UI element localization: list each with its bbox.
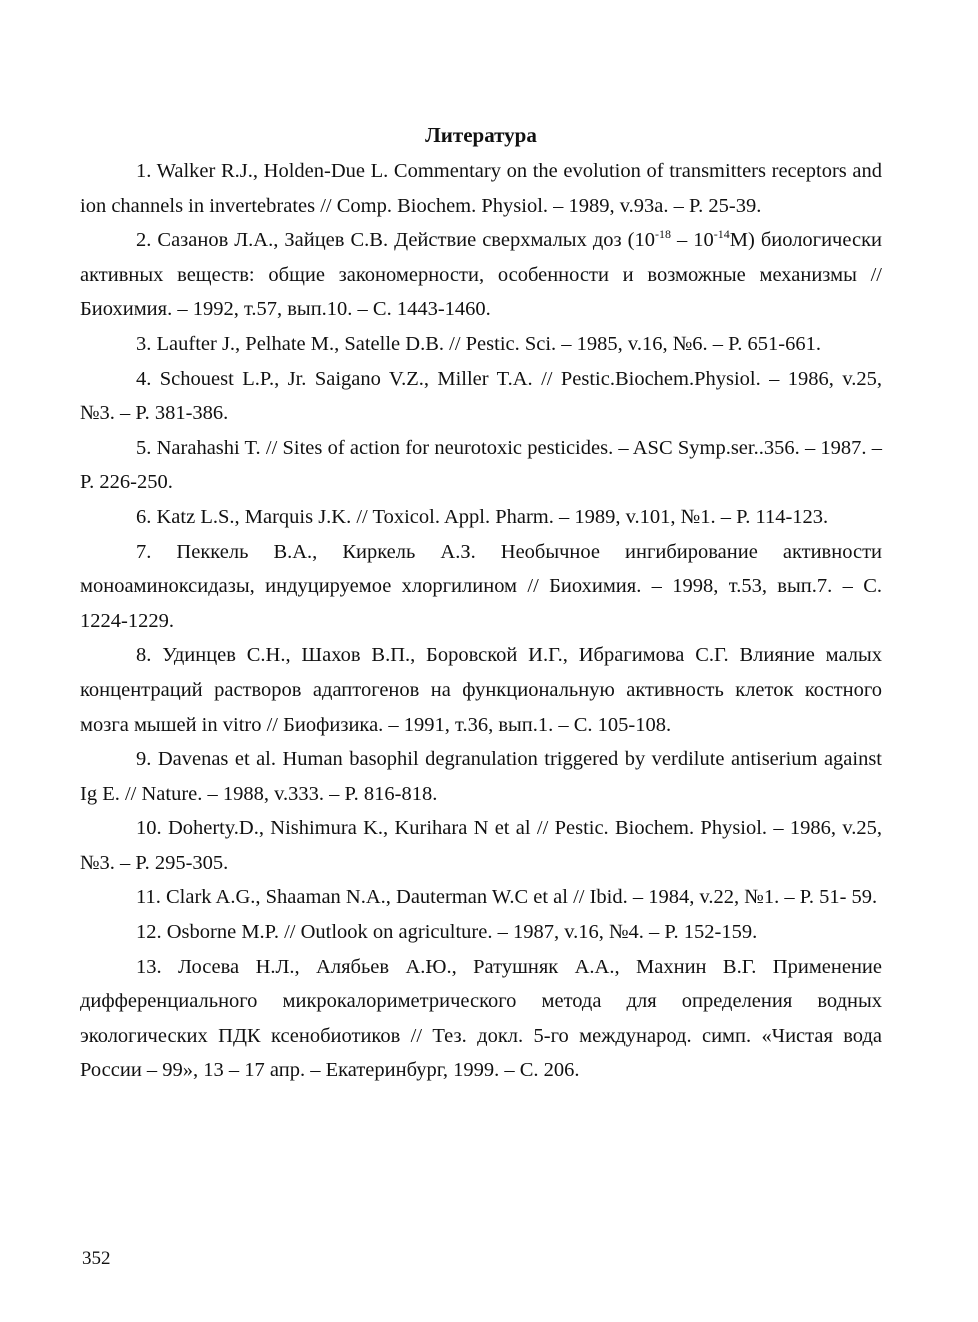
reference-text: Удинцев С.Н., Шахов В.П., Боровской И.Г., Ибрагимова С.Г. Влияние малых концентраций растворов адаптогенов на функциональную активность клеток костного мозга мышей in vitro // Биофизика. – 1991, т.36, вып.1. – С. 105-108. xyxy=(80,644,882,736)
reference-item-8 xyxy=(80,638,882,742)
literature-page xyxy=(80,118,882,1088)
reference-item-3 xyxy=(80,327,882,362)
reference-item-12 xyxy=(80,915,882,950)
reference-number: 10. xyxy=(136,817,162,840)
reference-number: 6. xyxy=(136,505,152,528)
reference-text: Osborne M.P. // Outlook on agriculture. – 1987, v.16, №4. – P. 152-159. xyxy=(166,921,758,944)
reference-text: Walker R.J., Holden-Due L. Commentary on the evolution of transmitters receptors and ion channels in invertebrates // Comp. Biochem. Physiol. – 1989, v.93a. – P. 25-39. xyxy=(80,160,882,217)
reference-item-13 xyxy=(80,950,882,1088)
reference-number: 3. xyxy=(136,332,152,355)
reference-item-9 xyxy=(80,742,882,811)
reference-text: Davenas et al. Human basophil degranulation triggered by verdilute antiserium against Ig E. // Nature. – 1988, v.333. – P. 816-818. xyxy=(80,748,883,805)
reference-number: 13. xyxy=(136,955,162,978)
exponent: -18 xyxy=(654,227,671,242)
reference-item-6 xyxy=(80,500,882,535)
reference-text: Laufter J., Pelhate M., Satelle D.B. // Pestic. Sci. – 1985, v.16, №6. – P. 651-661. xyxy=(156,332,821,355)
page-title: Литература xyxy=(425,123,537,147)
reference-number: 1. xyxy=(136,160,152,182)
reference-number: 9. xyxy=(136,748,152,771)
exponent: -14 xyxy=(713,227,730,242)
page-number: 352 xyxy=(82,1248,111,1269)
reference-item-7 xyxy=(80,535,882,639)
reference-text: Clark A.G., Shaaman N.A., Dauterman W.C et al // Ibid. – 1984, v.22, №1. – P. 51- 59. xyxy=(166,886,878,909)
reference-text-part: М) биологически активных веществ: общие закономерности, особенности и возможные механизмы // Биохимия. – 1992, т.57, вып.10. – С. 1443-1460. xyxy=(80,229,883,321)
reference-number: 2. xyxy=(136,229,152,252)
reference-item-5 xyxy=(80,431,882,500)
reference-number: 7. xyxy=(136,540,152,563)
reference-item-4 xyxy=(80,362,882,431)
reference-item-1 xyxy=(80,154,882,223)
reference-number: 8. xyxy=(136,644,152,667)
reference-text: Schouest L.P., Jr. Saigano V.Z., Miller T.A. // Pestic.Biochem.Physiol. – 1986, v.25, №3. – P. 381-386. xyxy=(80,367,882,425)
reference-item-11 xyxy=(80,880,882,915)
reference-text: Doherty.D., Nishimura K., Kurihara N et al // Pestic. Biochem. Physiol. – 1986, v.25, №3. – P. 295-305. xyxy=(80,817,883,874)
reference-list xyxy=(80,154,882,1088)
reference-text: Katz L.S., Marquis J.K. // Toxicol. Appl. Pharm. – 1989, v.101, №1. – P. 114-123. xyxy=(156,505,829,528)
reference-text-part: – 10 xyxy=(670,229,714,252)
reference-item-2 xyxy=(80,223,882,327)
reference-text: Лосева Н.Л., Алябьев А.Ю., Ратушняк А.А., Махнин В.Г. Применение дифференциального микрокалориметрического метода для определения водных экологических ПДК ксенобиотиков // Тез. докл. 5-го международ. симп. «Чистая вода России – 99», 13 – 17 апр. – Екатеринбург, 1999. – С. 206. xyxy=(80,955,882,1082)
reference-number: 5. xyxy=(136,436,152,459)
reference-text-part: Сазанов Л.А., Зайцев С.В. Действие сверхмалых доз (10 xyxy=(157,229,655,252)
reference-item-10 xyxy=(80,811,882,880)
reference-number: 4. xyxy=(136,367,152,390)
reference-text: Narahashi T. // Sites of action for neurotoxic pesticides. – ASC Symp.ser..356. – 1987. – P. 226-250. xyxy=(80,436,883,494)
reference-text: Пеккель В.А., Киркель А.З. Необычное ингибирование активности моноаминоксидазы, индуцируемое хлоргилином // Биохимия. – 1998, т.53, вып.7. – С. 1224-1229. xyxy=(80,540,883,632)
reference-number: 12. xyxy=(136,921,162,944)
reference-number: 11. xyxy=(136,886,161,909)
